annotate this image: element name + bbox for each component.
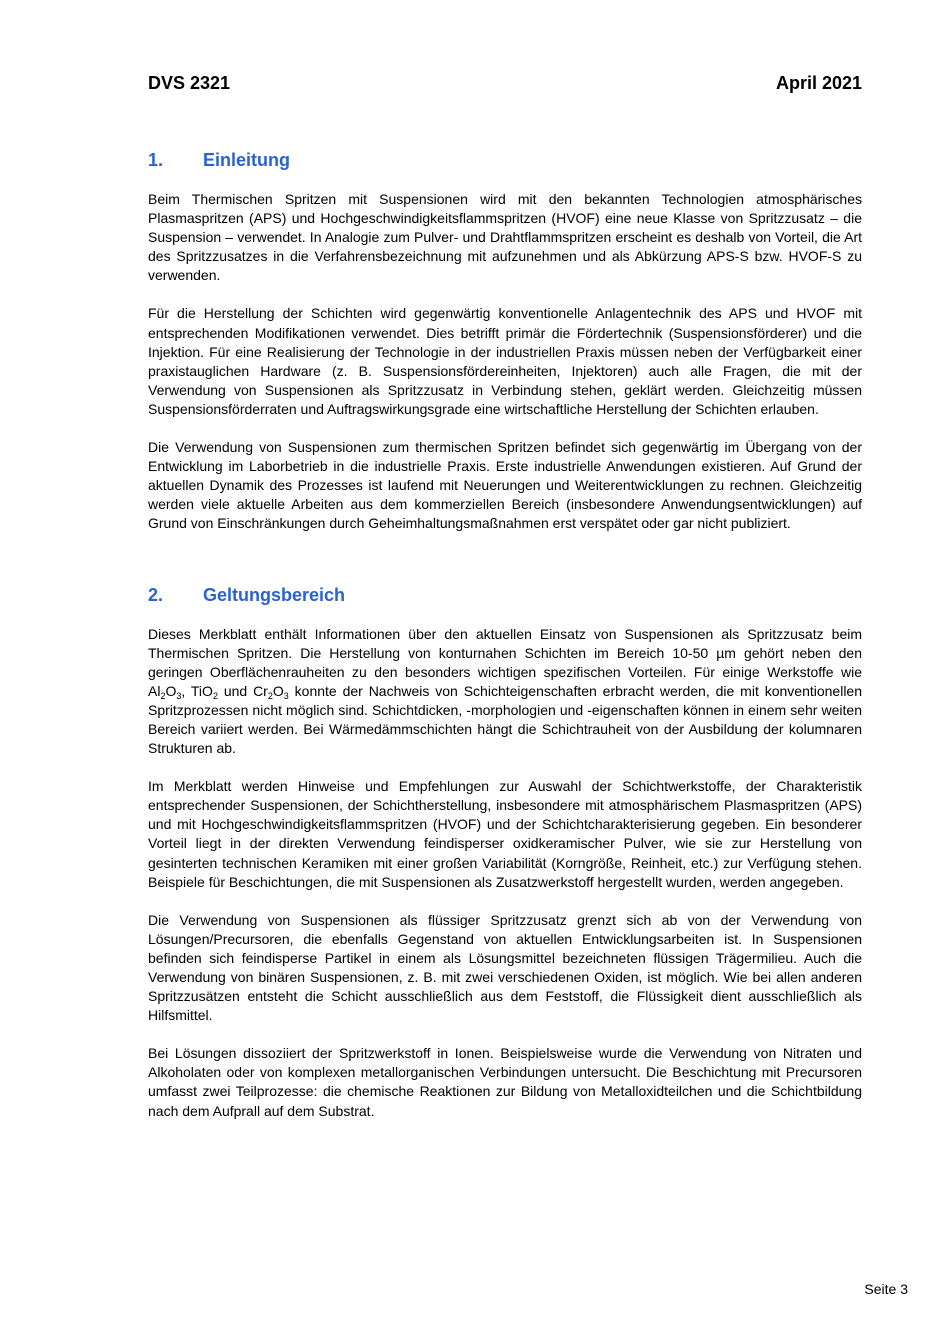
- section-number: 2.: [148, 584, 164, 605]
- page-header: [148, 70, 862, 96]
- section-number: 1.: [148, 150, 164, 170]
- paragraph: Für die Herstellung der Schichten wird gegenwärtig konventionelle Anlagentechnik des APS und HVOF mit entsprechenden Modifikationen verwendet. Dies betrifft primär die Fördertechnik (Suspensionsförderer) und die Injektion. Für eine Realisierung der Technologie in der industriellen Praxis müssen neben der Verfügbarkeit einer praxistauglichen Hardware (z. B. Suspensionsfördereinheiten, Injektoren) auch alle Fragen, die mit der Verwendung von Suspensionen als Spritzzusatz in Verbindung stehen, geklärt werden. Gleichzeitig müssen Suspensionsförderraten und Auftragswirkungsgrade eine wirtschaftliche Herstellung der Schichten erlauben.: [148, 305, 862, 417]
- section-heading-einleitung: [148, 147, 862, 173]
- paragraph: Beim Thermischen Spritzen mit Suspensionen wird mit den bekannten Technologien atmosphärisches Plasmaspritzen (APS) und Hochgeschwindigkeitsflammspritzen (HVOF) eine neue Klasse von Spritzzusatz – die Suspension – verwendet. In Analogie zum Pulver- und Drahtflammspritzen erscheint es deshalb von Vorteil, die Art des Spritzzusatzes in die Verfahrensbezeichnung mit aufzunehmen und als Abkürzung APS-S bzw. HVOF-S zu verwenden.: [148, 191, 862, 284]
- page-number: Seite 3: [864, 1281, 908, 1297]
- document-id: DVS 2321: [148, 73, 231, 93]
- paragraph-chemical-formulas: Dieses Merkblatt enthält Informationen über den aktuellen Einsatz von Suspensionen als Spritzzusatz beim Thermischen Spritzen. Die Herstellung von konturnahen Schichten im Bereich 10-50 µm gehört neben den geringen Oberflächenrauheiten zu den besonders wichtigen spezifischen Vorteilen. Für einige Werkstoffe wie $Al_2O_3$, TiO$_2$ und $Cr_2O_3$ konnte der Nachweis von Schichteigenschaften erbracht werden, die mit konventionellen Spritzprozessen nicht möglich sind. Schichtdicken, -morphologien und -eigenschaften können in einem sehr weiten Bereich variiert werden. Bei Wärmedämmschichten hängt die Schichtrauheit von der Ausbildung der kolumnaren Strukturen ab.: [148, 625, 863, 757]
- section-heading-geltungsbereich: [148, 582, 862, 608]
- paragraph: Die Verwendung von Suspensionen als flüssiger Spritzzusatz grenzt sich ab von der Verwendung von Lösungen/Precursoren, die ebenfalls Gegenstand von aktuellen Entwicklungsarbeiten ist. In Suspensionen befinden sich feindisperse Partikel in einem als Lösungsmittel bezeichneten flüssigen Trägermilieu. Auch die Verwendung von binären Suspensionen, z. B. mit zwei verschiedenen Oxiden, ist möglich. Wie bei allen anderen Spritzzusätzen entsteht die Schicht ausschließlich aus dem Feststoff, die Flüssigkeit dient ausschließlich als Hilfsmittel.: [148, 911, 862, 1024]
- paragraph: Die Verwendung von Suspensionen zum thermischen Spritzen befindet sich gegenwärtig im Übergang von der Entwicklung im Laborbetrieb in die industrielle Praxis. Erste industrielle Anwendungen existieren. Auf Grund der aktuellen Dynamik des Prozesses ist laufend mit Neuerungen und Weiterentwicklungen zu rechnen. Gleichzeitig werden viele aktuelle Arbeiten aus dem kommerziellen Bereich (insbesondere Anwendungsentwicklungen) auf Grund von Einschränkungen durch Geheimhaltungsmaßnahmen erst verspätet oder gar nicht publiziert.: [148, 439, 862, 532]
- document-body: [148, 147, 862, 1121]
- paragraph: Im Merkblatt werden Hinweise und Empfehlungen zur Auswahl der Schichtwerkstoffe, der Charakteristik entsprechender Suspensionen, der Schichtherstellung, insbesondere mit atmosphärischem Plasmaspritzen (APS) und mit Hochgeschwindigkeitsflammspritzen (HVOF) und der Schichtcharakterisierung gegeben. Ein besonderer Vorteil liegt in der direkten Verwendung feindisperser oxidkeramischer Pulver, wie sie zur Herstellung von gesinterten technischen Keramiken mit einer großen Variabilität (Korngröße, Reinheit, etc.) zur Verfügung stehen. Beispiele für Beschichtungen, die mit Suspensionen als Zusatzwerkstoff hergestellt wurden, werden angegeben.: [148, 778, 862, 890]
- section-title: Einleitung: [203, 150, 290, 170]
- section-title: Geltungsbereich: [203, 584, 346, 605]
- document-date: April 2021: [775, 73, 862, 93]
- paragraph: Bei Lösungen dissoziiert der Spritzwerkstoff in Ionen. Beispielsweise wurde die Verwendung von Nitraten und Alkoholaten oder von komplexen metallorganischen Verbindungen untersucht. Die Beschichtung mit Precursoren umfasst zwei Teilprozesse: die chemische Reaktionen zur Bildung von Metalloxidteilchen und die Schichtbildung nach dem Aufprall auf dem Substrat.: [148, 1045, 862, 1119]
